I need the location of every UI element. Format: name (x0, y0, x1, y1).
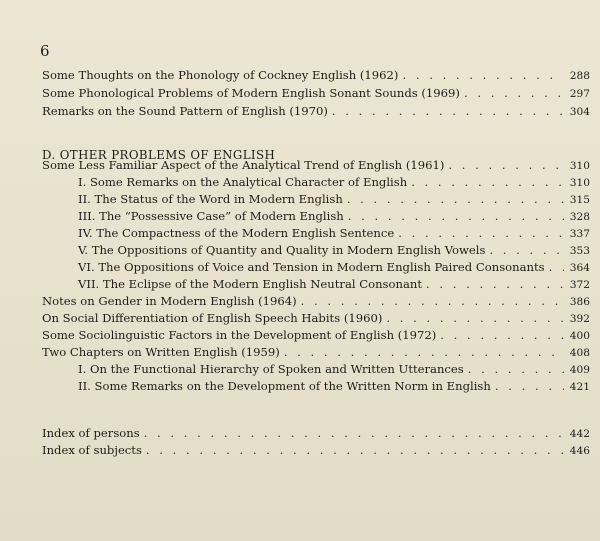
toc-subentry (42, 209, 590, 224)
leader-dots (468, 362, 564, 376)
toc-entry-title: IV. The Compactness of the Modern English Sentence (78, 226, 395, 240)
toc-entry-title: V. The Oppositions of Quantity and Quality in Modern English Vowels (78, 243, 486, 257)
toc-subentry (42, 175, 590, 190)
toc-entry-page: 328 (569, 211, 590, 223)
toc-entry (42, 345, 590, 360)
toc-entry-page: 304 (569, 106, 590, 118)
leader-dots (347, 192, 564, 206)
leader-dots (398, 226, 564, 240)
index-entry-page: 446 (569, 445, 590, 457)
toc-entry-title: Notes on Gender in Modern English (1964) (42, 294, 297, 308)
toc-entry-page: 400 (569, 330, 590, 342)
toc-entry-title: Some Thoughts on the Phonology of Cockney English (1962) (42, 68, 399, 82)
leader-dots (284, 345, 564, 359)
toc-entry-page: 421 (569, 381, 590, 393)
toc-entry-page: 392 (569, 313, 590, 325)
toc-entry-title: Some Less Familiar Aspect of the Analytical Trend of English (1961) (42, 158, 445, 172)
toc-entry-page: 353 (569, 245, 590, 257)
toc-entry (42, 294, 590, 309)
toc-entry-page: 297 (569, 88, 590, 100)
leader-dots (402, 68, 564, 82)
toc-entry-page: 364 (569, 262, 590, 274)
toc-entry-page: 288 (569, 70, 590, 82)
toc-entry-title: I. On the Functional Hierarchy of Spoken and Written Utterances (78, 362, 464, 376)
toc-subentry (42, 226, 590, 241)
toc-entry (42, 86, 590, 101)
toc-entry-title: Some Sociolinguistic Factors in the Development of English (1972) (42, 328, 437, 342)
leader-dots (301, 294, 564, 308)
index-entry (42, 443, 590, 458)
leader-dots (146, 443, 564, 457)
toc-subentry (42, 243, 590, 258)
toc-entry-page: 386 (569, 296, 590, 308)
toc-entry (42, 328, 590, 343)
toc-subentry (42, 379, 590, 394)
toc-entry-title: VI. The Oppositions of Voice and Tension in Modern English Paired Consonants (78, 260, 545, 274)
toc-entry-title: III. The “Possessive Case” of Modern English (78, 209, 344, 223)
leader-dots (144, 426, 564, 440)
toc-entry-title: Two Chapters on Written English (1959) (42, 345, 280, 359)
toc-entry-title: II. The Status of the Word in Modern English (78, 192, 343, 206)
section-heading: D. OTHER PROBLEMS OF ENGLISH (42, 148, 276, 162)
leader-dots (386, 311, 564, 325)
leader-dots (348, 209, 564, 223)
toc-entry-title: On Social Differentiation of English Speech Habits (1960) (42, 311, 383, 325)
leader-dots (448, 158, 564, 172)
leader-dots (440, 328, 564, 342)
toc-entry-title: II. Some Remarks on the Development of the Written Norm in English (78, 379, 491, 393)
toc-entry-title: I. Some Remarks on the Analytical Character of English (78, 175, 408, 189)
toc-entry-page: 310 (569, 177, 590, 189)
toc-subentry (42, 362, 590, 377)
toc-entry-page: 408 (569, 347, 590, 359)
leader-dots (332, 104, 564, 118)
toc-subentry (42, 277, 590, 292)
toc-entry-page: 409 (569, 364, 590, 376)
index-entry-title: Index of persons (42, 426, 140, 440)
index-entry-page: 442 (569, 428, 590, 440)
leader-dots (549, 260, 564, 274)
toc-entry (42, 158, 590, 173)
index-entry-title: Index of subjects (42, 443, 142, 457)
toc-subentry (42, 260, 590, 275)
toc-subentry (42, 192, 590, 207)
toc-entry-page: 315 (569, 194, 590, 206)
toc-entry (42, 104, 590, 119)
toc-entry (42, 311, 590, 326)
leader-dots (489, 243, 564, 257)
toc-entry-page: 310 (569, 160, 590, 172)
page-number: 6 (40, 42, 50, 60)
toc-entry-title: Remarks on the Sound Pattern of English (1970) (42, 104, 328, 118)
toc-entry-title: VII. The Eclipse of the Modern English Neutral Consonant (78, 277, 422, 291)
index-entry (42, 426, 590, 441)
leader-dots (495, 379, 564, 393)
toc-entry (42, 68, 590, 83)
leader-dots (411, 175, 564, 189)
leader-dots (426, 277, 564, 291)
leader-dots (464, 86, 564, 100)
toc-entry-title: Some Phonological Problems of Modern English Sonant Sounds (1969) (42, 86, 460, 100)
toc-entry-page: 372 (569, 279, 590, 291)
toc-entry-page: 337 (569, 228, 590, 240)
